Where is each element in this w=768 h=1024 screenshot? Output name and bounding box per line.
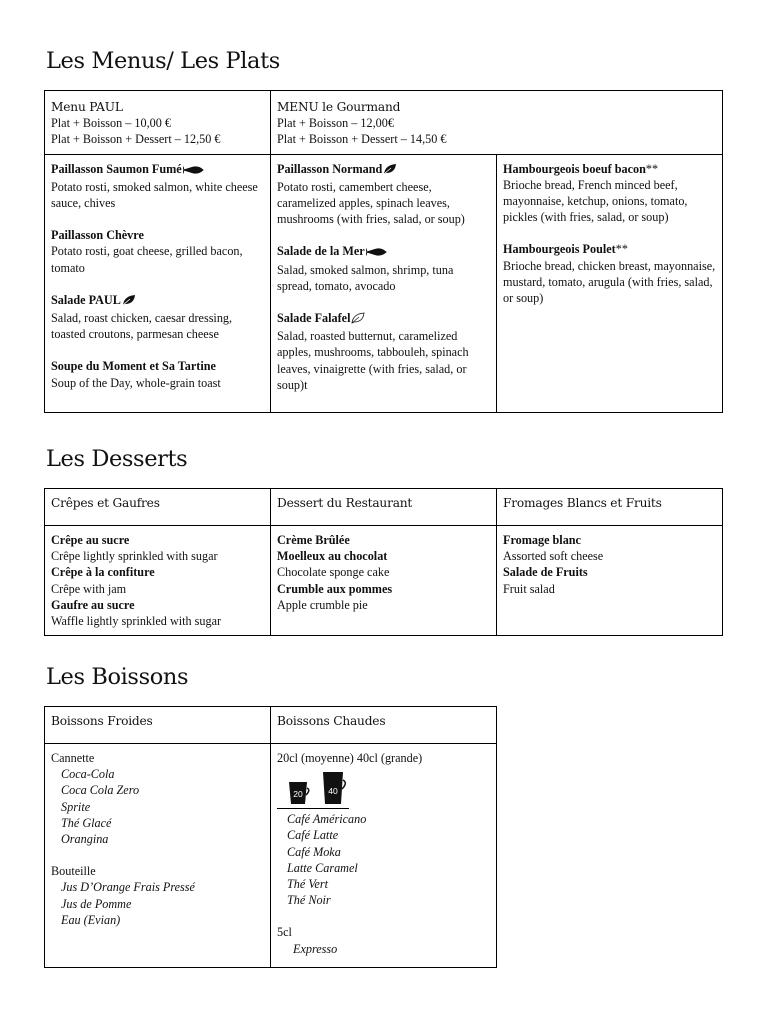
- fish-icon: [366, 245, 388, 261]
- cup-small-icon: [287, 780, 311, 806]
- plat-item: Paillasson Saumon Fumé Potato rosti, smoked salmon, white cheese sauce, chives: [51, 161, 258, 211]
- drink-item: Café Américano: [287, 812, 367, 827]
- plat-item: Paillasson Chèvre Potato rosti, goat cheese, grilled bacon, tomato: [51, 228, 243, 275]
- drink-item: Jus de Pomme: [61, 896, 132, 911]
- menu-gourmand-price-1: Plat + Boisson – 12,00€: [277, 116, 394, 131]
- drink-item: Thé Noir: [287, 893, 331, 908]
- drink-item: Coca Cola Zero: [61, 783, 140, 798]
- plat-item: Soupe du Moment et Sa Tartine Soup of the Day, whole-grain toast: [51, 359, 221, 390]
- desserts-column-crepes: [45, 526, 271, 636]
- desserts-section-title: Les Desserts: [46, 446, 188, 472]
- drink-item: Thé Glacé: [61, 815, 112, 830]
- boissons-froides-column: [45, 744, 271, 968]
- boissons-section-title: Les Boissons: [46, 664, 189, 690]
- cup-sizes-icons: [277, 766, 349, 809]
- plats-column-gourmand-1: [271, 154, 497, 412]
- drink-item: Café Moka: [287, 844, 341, 859]
- plat-item: Salade PAUL Salad, roast chicken, caesar dressing, toasted croutons, parmesan cheese: [51, 292, 233, 342]
- dessert-desc: Apple crumble pie: [277, 597, 368, 612]
- drink-item: Latte Caramel: [287, 860, 358, 875]
- dessert-name: Gaufre au sucre: [51, 597, 135, 612]
- desserts-column-restaurant: [271, 526, 497, 636]
- menus-section-title: Les Menus/ Les Plats: [46, 48, 280, 74]
- dessert-desc: Chocolate sponge cake: [277, 565, 390, 580]
- dessert-desc: Crêpe lightly sprinkled with sugar: [51, 549, 218, 564]
- boissons-table: [44, 706, 497, 968]
- desserts-column-fromages: [497, 526, 723, 636]
- dessert-name: Salade de Fruits: [503, 565, 588, 580]
- menu-gourmand-cell: [271, 91, 723, 155]
- drink-item: Orangina: [61, 832, 109, 847]
- dessert-name: Crêpe à la confiture: [51, 565, 155, 580]
- dessert-name: Fromage blanc: [503, 533, 581, 547]
- boissons-header-chaudes: Boissons Chaudes: [271, 707, 497, 744]
- plat-item: Paillasson Normand Potato rosti, camembert cheese, caramelized apples, spinach leaves, mushrooms (with fries, salad, or soup): [277, 161, 465, 227]
- plat-item: Hambourgeois boeuf bacon** Brioche bread, French minced beef, mayonnaise, ketchup, onions, tomato, pickles (with fries, salad, or soup): [503, 161, 688, 225]
- espresso-size-label: 5cl: [277, 925, 292, 940]
- cannette-label: Cannette: [51, 751, 95, 765]
- cup-sizes-label: 20cl (moyenne) 40cl (grande): [277, 751, 423, 765]
- cup-large-label: 40: [328, 786, 338, 797]
- drink-item: Sprite: [61, 799, 91, 814]
- dessert-desc: Crêpe with jam: [51, 581, 127, 596]
- bouteille-label: Bouteille: [51, 864, 96, 879]
- dessert-desc: Assorted soft cheese: [503, 549, 604, 564]
- drink-item: Expresso: [293, 941, 338, 956]
- plat-item: Salade de la Mer Salad, smoked salmon, shrimp, tuna spread, tomato, avocado: [277, 244, 454, 293]
- dessert-name: Moelleux au chocolat: [277, 549, 388, 564]
- dessert-header-crepes: Crêpes et Gaufres: [45, 489, 271, 526]
- leaf-icon: [383, 163, 397, 179]
- plat-item: Hambourgeois Poulet** Brioche bread, chicken breast, mayonnaise, mustard, tomato, arugula (with fries, salad, or soup): [503, 242, 716, 306]
- boissons-header-froides: Boissons Froides: [45, 707, 271, 744]
- boissons-chaudes-column: [271, 744, 497, 968]
- menu-paul-cell: [45, 91, 271, 155]
- leaf-outline-icon: [351, 312, 365, 328]
- fish-icon: [183, 163, 205, 179]
- drink-item: Thé Vert: [287, 877, 328, 892]
- drink-item: Café Latte: [287, 828, 339, 843]
- menu-paul-price-2: Plat + Boisson + Dessert – 12,50 €: [51, 132, 221, 147]
- drink-item: Eau (Evian): [61, 912, 121, 927]
- dessert-name: Crumble aux pommes: [277, 581, 393, 596]
- plats-column-gourmand-2: [497, 154, 723, 412]
- dessert-desc: Waffle lightly sprinkled with sugar: [51, 614, 222, 629]
- drink-item: Jus D’Orange Frais Pressé: [61, 880, 195, 895]
- plats-column-paul: [45, 154, 271, 412]
- menu-paul-title: Menu PAUL: [51, 100, 123, 114]
- dessert-header-fromages: Fromages Blancs et Fruits: [497, 489, 723, 526]
- menu-paul-price-1: Plat + Boisson – 10,00 €: [51, 116, 171, 131]
- plat-item: Salade Falafel Salad, roasted butternut, caramelized apples, mushrooms, tabbouleh, spinach leaves, vinaigrette (with fries, salad, or soup)t: [277, 311, 469, 392]
- dessert-desc: Fruit salad: [503, 581, 555, 596]
- desserts-table: [44, 488, 723, 636]
- dessert-name: Crêpe au sucre: [51, 533, 130, 547]
- menus-table: [44, 90, 723, 413]
- cup-small-label: 20: [293, 789, 303, 800]
- menu-gourmand-title: MENU le Gourmand: [277, 100, 401, 114]
- cup-large-icon: [321, 770, 347, 806]
- leaf-icon: [122, 294, 136, 310]
- drink-item: Coca-Cola: [61, 767, 115, 782]
- menu-gourmand-price-2: Plat + Boisson + Dessert – 14,50 €: [277, 132, 447, 147]
- dessert-header-restaurant: Dessert du Restaurant: [271, 489, 497, 526]
- dessert-name: Crème Brûlée: [277, 533, 350, 547]
